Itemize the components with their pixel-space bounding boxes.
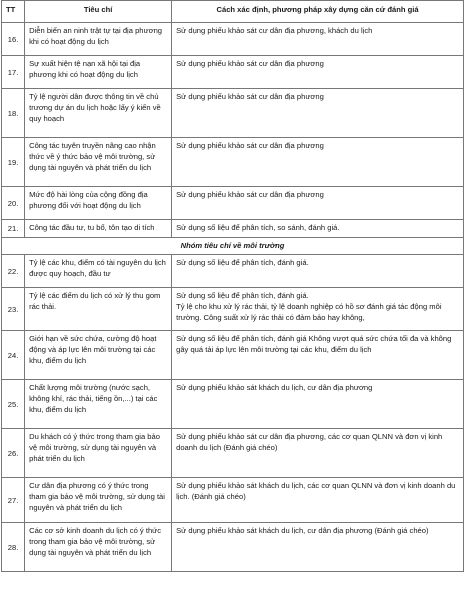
table-row <box>2 23 464 56</box>
table-row <box>2 255 464 288</box>
table-row <box>2 89 464 138</box>
table-row <box>2 187 464 220</box>
header-tt: TT <box>2 1 25 23</box>
row-criteria: Sự xuất hiện tệ nạn xã hội tại địa phương khi có hoạt động du lịch <box>25 56 172 89</box>
row-criteria: Công tác tuyên truyền nâng cao nhận thức về ý thức bảo vệ môi trường, sử dụng tài nguyên và phát triển du lịch <box>25 138 172 187</box>
header-method: Cách xác định, phương pháp xây dựng căn cứ đánh giá <box>172 1 464 23</box>
row-method: Sử dụng phiếu khảo sát cư dân địa phương, khách du lịch <box>172 23 464 56</box>
row-number: 20. <box>2 187 25 220</box>
table-row <box>2 331 464 380</box>
table-header-row <box>2 1 464 23</box>
row-number: 24. <box>2 331 25 380</box>
row-number: 23. <box>2 288 25 331</box>
header-criteria: Tiêu chí <box>25 1 172 23</box>
table-row <box>2 380 464 429</box>
criteria-table <box>1 0 464 572</box>
row-method: Sử dụng số liệu để phân tích, đánh giá Không vượt quá sức chứa tối đa và không gây quá tải áp lực lên môi trường tại các khu, điểm du lịch <box>172 331 464 380</box>
row-method: Sử dụng phiếu khảo sát cư dân địa phương, các cơ quan QLNN và đơn vị kinh doanh du lịch (Đánh giá chéo) <box>172 429 464 478</box>
table-row <box>2 478 464 523</box>
row-number: 21. <box>2 220 25 238</box>
row-criteria: Cư dân địa phương có ý thức trong tham gia bảo vệ môi trường, sử dụng tài nguyên và phát triển du lịch <box>25 478 172 523</box>
table-row <box>2 56 464 89</box>
row-method: Sử dụng phiếu khảo sát cư dân địa phương <box>172 187 464 220</box>
row-method: Sử dụng số liệu để phân tích, đánh giá. Tỷ lệ cho khu xử lý rác thải, tỷ lệ doanh nghiệp có hồ sơ đánh giá tác động môi trường. Công suất xử lý rác thải có đảm bảo hay không, <box>172 288 464 331</box>
row-criteria: Tỷ lệ các khu, điểm có tài nguyên du lịch được quy hoạch, đầu tư <box>25 255 172 288</box>
row-criteria: Các cơ sở kinh doanh du lịch có ý thức trong tham gia bảo vệ môi trường, sử dụng tài nguyên và phát triển du lịch <box>25 523 172 572</box>
group-row <box>2 238 464 255</box>
row-number: 18. <box>2 89 25 138</box>
row-number: 16. <box>2 23 25 56</box>
row-number: 19. <box>2 138 25 187</box>
row-criteria: Du khách có ý thức trong tham gia bảo vệ môi trường, sử dụng tài nguyên và phát triển du lịch <box>25 429 172 478</box>
table-row <box>2 138 464 187</box>
row-method: Sử dụng số liệu để phân tích, đánh giá. <box>172 255 464 288</box>
row-method: Sử dụng phiếu khảo sát khách du lịch, các cơ quan QLNN và đơn vị kinh doanh du lịch. (Đánh giá chéo) <box>172 478 464 523</box>
row-method: Sử dụng phiếu khảo sát cư dân địa phương <box>172 89 464 138</box>
row-method: Sử dụng số liệu để phân tích, so sánh, đánh giá. <box>172 220 464 238</box>
row-criteria: Công tác đầu tư, tu bổ, tôn tạo di tích <box>25 220 172 238</box>
row-criteria: Giới hạn về sức chứa, cường độ hoạt động và áp lực lên môi trường tại các khu, điểm du lịch <box>25 331 172 380</box>
row-criteria: Diễn biến an ninh trật tự tại địa phương khi có hoạt động du lịch <box>25 23 172 56</box>
row-number: 27. <box>2 478 25 523</box>
row-method: Sử dụng phiếu khảo sát cư dân địa phương <box>172 138 464 187</box>
row-criteria: Tỷ lệ người dân được thông tin về chủ trương dự án du lịch hoặc lấy ý kiến về quy hoạch <box>25 89 172 138</box>
group-title: Nhóm tiêu chí về môi trường <box>2 238 464 255</box>
table-row <box>2 523 464 572</box>
row-number: 22. <box>2 255 25 288</box>
table-row <box>2 429 464 478</box>
row-number: 17. <box>2 56 25 89</box>
row-method: Sử dụng phiếu khảo sát khách du lịch, cư dân địa phương (Đánh giá chéo) <box>172 523 464 572</box>
row-number: 26. <box>2 429 25 478</box>
row-method: Sử dụng phiếu khảo sát cư dân địa phương <box>172 56 464 89</box>
row-number: 28. <box>2 523 25 572</box>
row-number: 25. <box>2 380 25 429</box>
table-row <box>2 288 464 331</box>
row-criteria: Tỷ lệ các điểm du lịch có xử lý thu gom rác thải. <box>25 288 172 331</box>
row-criteria: Chất lượng môi trường (nước sạch, không khí, rác thải, tiếng ồn,...) tại các khu, điểm du lịch <box>25 380 172 429</box>
row-criteria: Mức độ hài lòng của cộng đồng địa phương đối với hoạt động du lịch <box>25 187 172 220</box>
table-row <box>2 220 464 238</box>
row-method: Sử dụng phiếu khảo sát khách du lịch, cư dân địa phương <box>172 380 464 429</box>
